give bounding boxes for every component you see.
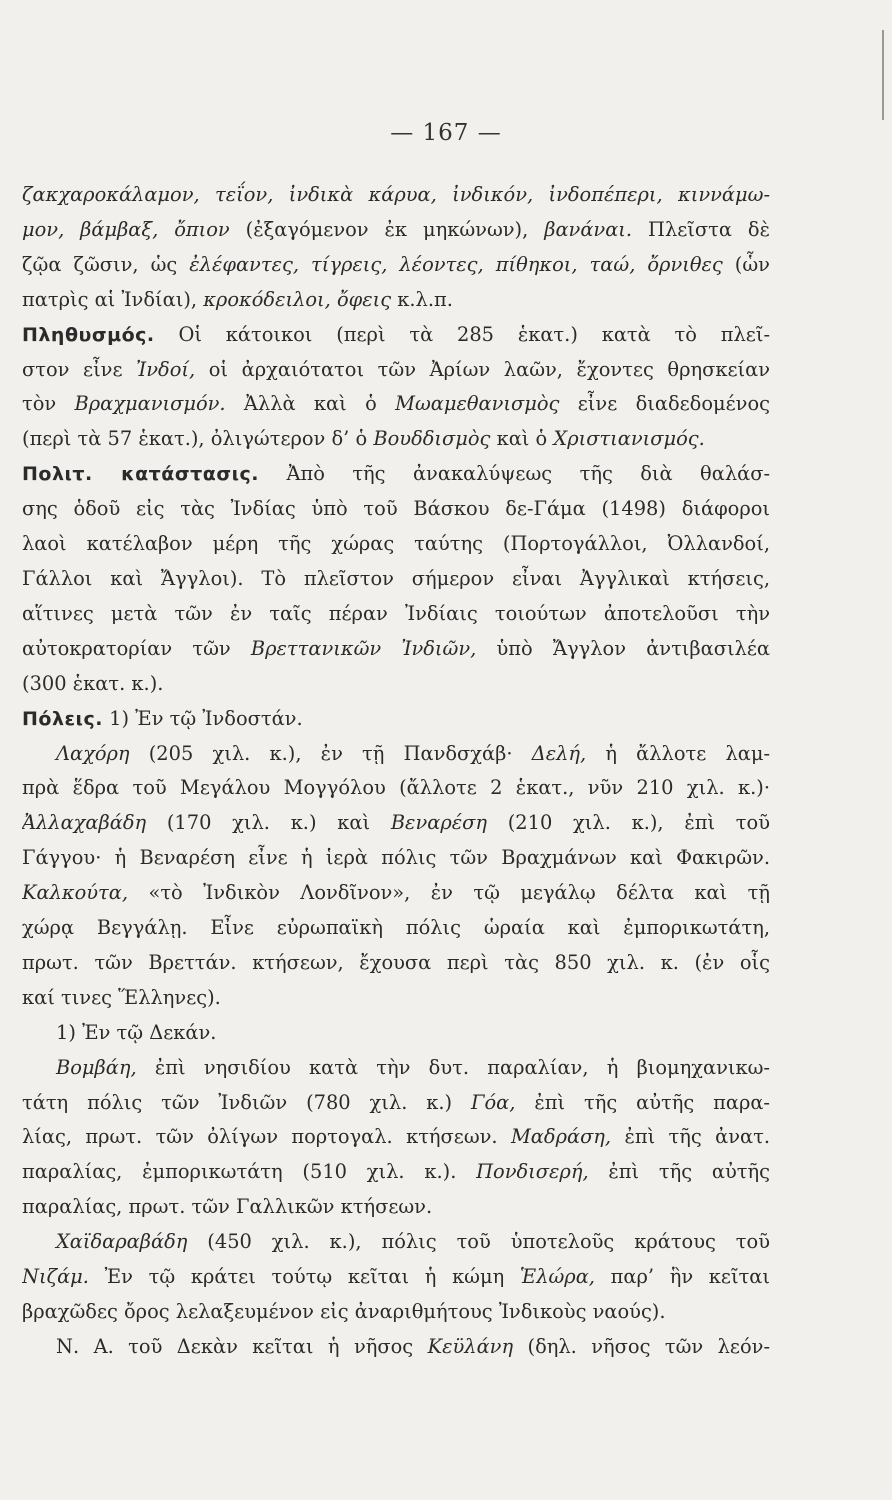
text-run: Γάλλοι καὶ Ἄγγλοι). Τὸ πλεῖστον σήμερον εἶναι Ἀγγλικαὶ κτήσεις,: [22, 566, 770, 590]
text-run: ἐπὶ τῆς ἀνατ.: [611, 1125, 770, 1149]
text-run: αἵτινες μετὰ τῶν ἐν ταῖς πέραν Ἰνδίαις τοιούτων ἀποτελοῦσι τὴν: [22, 601, 770, 625]
text-line: [22, 457, 770, 492]
text-run: Ἀπὸ τῆς ἀνακαλύψεως τῆς διὰ θαλάσ-: [259, 462, 770, 486]
text-run: Πλεῖστα δὲ: [632, 217, 770, 241]
text-line: [22, 632, 770, 667]
italic-term: Γόα,: [471, 1090, 516, 1114]
text-run: παρ’ ἣν κεῖται: [594, 1265, 770, 1289]
text-run: (δηλ. νῆσος τῶν λεόν-: [513, 1334, 770, 1358]
text-line: [22, 1120, 770, 1155]
text-line: [22, 1225, 770, 1260]
italic-term: Λαχόρη: [56, 741, 130, 765]
text-run: στον εἶνε: [22, 357, 137, 381]
text-run: καὶ ὁ: [490, 427, 554, 451]
italic-term: Χαϊδαραβάδη: [56, 1230, 188, 1254]
text-run: (300 ἑκατ. κ.).: [22, 671, 164, 695]
text-run: (205 χιλ. κ.), ἐν τῇ Πανδσχάβ·: [129, 741, 532, 765]
text-run: τὸν: [22, 392, 75, 416]
italic-term: Ἰνδοί,: [136, 357, 196, 381]
text-line: [22, 841, 770, 876]
italic-term: Ἑλώρα,: [519, 1265, 595, 1289]
italic-term: Δελή,: [531, 741, 587, 765]
text-line: [22, 737, 770, 772]
text-line: [22, 248, 770, 283]
text-run: λαοὶ κατέλαβον μέρη τῆς χώρας ταύτης (Πορτογάλλοι, Ὀλλανδοί,: [22, 532, 770, 556]
text-line: [22, 318, 770, 353]
text-line: [22, 527, 770, 562]
italic-term: Βεναρέση: [390, 811, 488, 835]
text-line: [22, 911, 770, 946]
text-line: [22, 283, 770, 318]
italic-term: Πονδισερή,: [476, 1160, 589, 1184]
text-line: [22, 387, 770, 422]
page-number: — 167 —: [390, 120, 502, 146]
text-run: σης ὁδοῦ εἰς τὰς Ἰνδίας ὑπὸ τοῦ Βάσκου δε-Γάμα (1498) διάφοροι: [22, 497, 770, 521]
text-run: ζῷα ζῶσιν, ὡς: [22, 252, 190, 276]
text-run: λίας, πρωτ. τῶν ὀλίγων πορτογαλ. κτήσεων.: [22, 1125, 511, 1149]
text-line: [22, 771, 770, 806]
section-heading: Πολιτ. κατάστασις.: [22, 463, 260, 486]
text-run: βραχῶδες ὄρος λελαξευμένον εἰς ἀναριθμήτους Ἰνδικοὺς ναούς).: [22, 1300, 666, 1323]
text-run: παραλίας, ἐμπορικωτάτη (510 χιλ. κ.).: [22, 1160, 477, 1184]
italic-term: Βραχμανισμόν.: [74, 392, 226, 416]
text-line: [22, 946, 770, 981]
text-line: [22, 667, 770, 702]
text-run: (210 χιλ. κ.), ἐπὶ τοῦ: [487, 811, 770, 835]
text-run: Ν. Α. τοῦ Δεκὰν κεῖται ἡ νῆσος: [56, 1334, 428, 1358]
italic-term: ἐλέφαντες, τίγρεις, λέοντες, πίθηκοι, ταώ, ὄρνιθες: [189, 252, 723, 276]
text-run: ἐπὶ τῆς αὐτῆς: [588, 1160, 770, 1184]
text-run: 1) Ἐν τῷ Ἰνδοστάν.: [102, 706, 303, 730]
text-line: [22, 981, 770, 1016]
text-line: [22, 213, 770, 248]
text-line: [22, 806, 770, 841]
text-run: ἐπὶ τῆς αὐτῆς παρα-: [515, 1090, 770, 1114]
text-run: καί τινες Ἕλληνες).: [22, 985, 221, 1009]
italic-term: Βομβάη,: [56, 1055, 137, 1079]
text-run: χώρᾳ Βεγγάλῃ. Εἶνε εὐρωπαϊκὴ πόλις ὡραία καὶ ἐμπορικωτάτη,: [22, 916, 770, 940]
text-run: πρὰ ἕδρα τοῦ Μεγάλου Μογγόλου (ἄλλοτε 2 ἑκατ., νῦν 210 χιλ. κ.)·: [22, 776, 770, 800]
italic-term: Μωαμεθανισμὸς: [395, 392, 560, 416]
text-run: παραλίας, πρωτ. τῶν Γαλλικῶν κτήσεων.: [22, 1195, 433, 1219]
italic-term: Νιζάμ.: [22, 1265, 89, 1289]
text-line: [22, 178, 770, 213]
italic-term: Κεϋλάνη: [427, 1334, 514, 1358]
text-run: Οἱ κάτοικοι (περὶ τὰ 285 ἑκατ.) κατὰ τὸ πλεῖ-: [154, 322, 770, 346]
text-line: [22, 353, 770, 388]
text-line: [22, 876, 770, 911]
text-line: [22, 1051, 770, 1086]
text-run: «τὸ Ἰνδικὸν Λονδῖνον», ἐν τῷ μεγάλῳ δέλτα καὶ τῇ: [128, 881, 770, 905]
text-run: πατρὶς αἱ Ἰνδίαι),: [22, 287, 204, 311]
section-heading: Πόλεις.: [22, 707, 103, 730]
text-line: [22, 1295, 770, 1330]
text-run: αὐτοκρατορίαν τῶν: [22, 636, 251, 660]
text-line: [22, 1086, 770, 1121]
italic-term: μον, βάμβαξ,: [22, 217, 159, 241]
text-run: ὑπὸ Ἄγγλον ἀντιβασιλέα: [476, 636, 770, 660]
text-run: πρωτ. τῶν Βρεττάν. κτήσεων, ἔχουσα περὶ τὰς 850 χιλ. κ. (ἐν οἷς: [22, 950, 770, 974]
italic-term: Χριστιανισμός.: [553, 427, 705, 451]
italic-term: Βρεττανικῶν Ἰνδιῶν,: [250, 636, 477, 660]
text-line: [22, 1016, 770, 1051]
text-run: 1) Ἐν τῷ Δεκάν.: [56, 1020, 217, 1044]
text-line: [22, 1155, 770, 1190]
italic-term: Ἀλλαχαβάδη: [22, 811, 147, 835]
page-edge-shadow: [882, 30, 890, 120]
italic-term: Μαδράση,: [510, 1125, 612, 1149]
text-line: [22, 702, 770, 737]
text-line: [22, 422, 770, 457]
text-run: ἡ ἄλλοτε λαμ-: [586, 741, 770, 765]
text-run: κ.λ.π.: [391, 287, 453, 311]
section-heading: Πληθυσμός.: [22, 323, 155, 346]
text-run: εἶνε διαδεδομένος: [559, 392, 770, 416]
italic-term: ὄπιον: [174, 217, 230, 241]
italic-term: ζακχαροκάλαμον, τεΐον, ἰνδικὰ κάρυα, ἰνδικόν, ἰνδοπέπερι, κιννάμω-: [22, 183, 770, 206]
text-line: [22, 562, 770, 597]
text-run: ἐπὶ νησιδίου κατὰ τὴν δυτ. παραλίαν, ἡ βιομηχανικω-: [136, 1055, 770, 1079]
italic-term: βανάναι.: [544, 217, 633, 241]
text-line: [22, 1260, 770, 1295]
text-run: (ὧν: [722, 252, 770, 276]
text-run: Γάγγου· ἡ Βεναρέση εἶνε ἡ ἱερὰ πόλις τῶν Βραχμάνων καὶ Φακιρῶν.: [22, 846, 770, 870]
italic-term: κροκόδειλοι, ὄφεις: [203, 287, 392, 311]
text-run: (450 χιλ. κ.), πόλις τοῦ ὑποτελοῦς κράτους τοῦ: [187, 1230, 770, 1254]
text-run: Ἐν τῷ κράτει τούτῳ κεῖται ἡ κώμη: [88, 1265, 520, 1289]
body-text: [22, 178, 770, 1365]
text-run: (περὶ τὰ 57 ἑκατ.), ὀλιγώτερον δ’ ὁ: [22, 427, 374, 451]
text-line: [22, 1190, 770, 1225]
text-line: [22, 597, 770, 632]
italic-term: Καλκούτα,: [22, 881, 129, 905]
text-run: (170 χιλ. κ.) καὶ: [146, 811, 391, 835]
text-run: Ἀλλὰ καὶ ὁ: [225, 392, 396, 416]
text-run: (ἐξαγόμενον ἐκ μηκώνων),: [229, 217, 545, 241]
text-run: τάτη πόλις τῶν Ἰνδιῶν (780 χιλ. κ.): [22, 1090, 472, 1114]
italic-term: Βουδδισμὸς: [373, 427, 491, 451]
text-run: [158, 218, 174, 241]
text-run: οἱ ἀρχαιότατοι τῶν Ἀρίων λαῶν, ἔχοντες θρησκείαν: [195, 357, 770, 381]
text-line: [22, 1330, 770, 1365]
text-line: [22, 492, 770, 527]
